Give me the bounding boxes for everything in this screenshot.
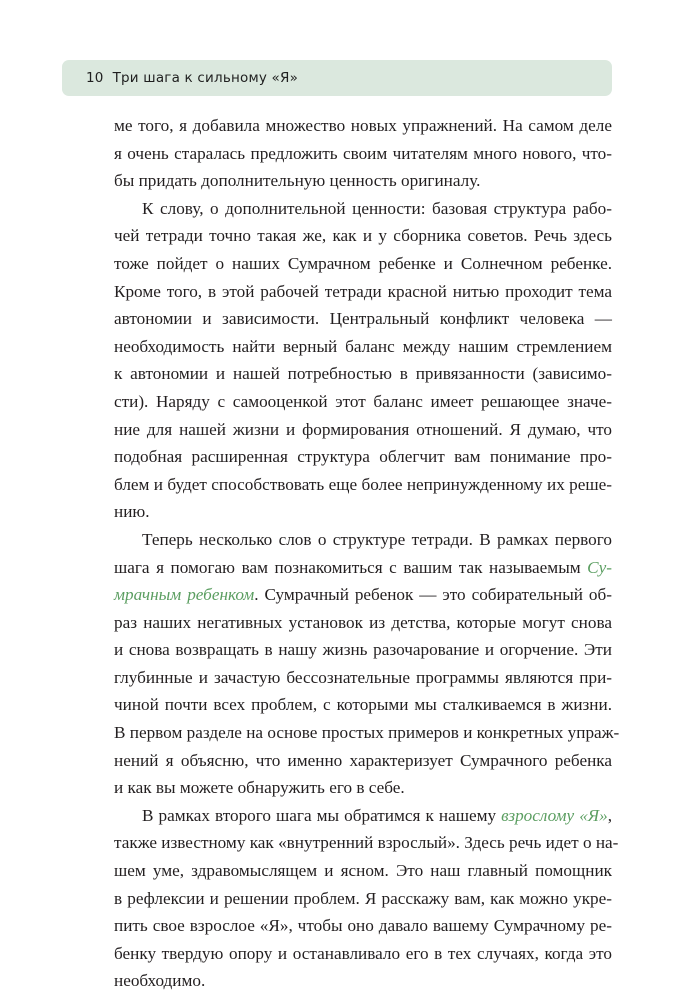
text-line [114,857,612,885]
text-segment: шем уме, здравомыслящем и ясном. Это наш главный помощник [114,861,612,881]
text-line [114,140,612,168]
text-segment: также известному как «внутренний взрослый». Здесь речь идет о на- [114,833,619,853]
text-line [114,305,612,333]
text-line [114,278,612,306]
text-segment: подобная расширенная структура облегчит вам понимание про- [114,447,612,467]
text-segment: ние для нашей жизни и формирования отношений. Я думаю, что [114,419,612,439]
text-segment: пить свое взрослое «Я», чтобы оно давало вашему Сумрачному ре- [114,916,612,936]
text-line [114,636,612,664]
text-line [114,416,612,444]
text-segment: к автономии и нашей потребностью в привязанности (зависимо- [114,364,612,384]
text-line [114,609,612,637]
text-segment: раз наших негативных установок из детства, которые могут снова [114,612,612,632]
text-segment: блем и будет способствовать еще более непринужденному их реше- [114,474,612,494]
text-segment: чиной почти всех проблем, с которыми мы сталкиваемся в жизни. [114,695,612,715]
text-segment: необходимость найти верный баланс между нашим стремлением [114,336,612,356]
text-segment: сти). Наряду с самооценкой этот баланс имеет решающее значе- [114,391,612,411]
text-segment: бенку твердую опору и останавливало его в тех случаях, когда это [114,943,612,963]
text-line [114,940,612,968]
text-line [114,802,612,830]
text-segment: В рамках второго шага мы обратимся к нашему [142,805,502,825]
text-line [114,774,612,802]
text-line [114,498,612,526]
text-segment: глубинные и зачастую бессознательные программы являются при- [114,667,612,687]
text-line [114,719,620,747]
text-line [114,829,619,857]
text-segment: в рефлексии и решении проблем. Я расскажу вам, как можно укре- [114,888,612,908]
text-segment: автономии и зависимости. Центральный конфликт человека — [114,309,612,329]
text-segment: я очень старалась предложить своим читателям много нового, что- [114,143,612,163]
text-segment: ме того, я добавила множество новых упражнений. На самом деле [114,116,612,135]
text-line [114,250,612,278]
text-line [114,167,612,195]
text-segment: шага я помогаю вам познакомиться с вашим так называемым [114,557,588,577]
text-line [114,885,612,913]
highlighted-term: взрослому «Я» [501,805,608,825]
text-line [114,222,612,250]
text-line [114,388,612,416]
text-segment: Кроме того, в этой рабочей тетради красной нитью проходит тема [114,281,612,301]
text-line [114,526,612,554]
text-segment: Теперь несколько слов о структуре тетради. В рамках первого [142,529,612,549]
text-line [114,360,612,388]
text-line [114,195,612,223]
text-line [114,664,612,692]
text-line [114,112,612,140]
text-segment: , [607,805,612,825]
running-header [62,60,612,96]
text-line [114,333,612,361]
text-line [114,471,612,499]
text-segment: необходимо. [114,971,206,991]
text-segment: чей тетради точно такая же, как и у сборника советов. Речь здесь [114,226,612,246]
text-segment: . Сумрачный ребенок — это собирательный об- [254,585,612,605]
text-segment: нений я объясню, что именно характеризует Сумрачного ребенка [114,750,612,770]
text-line [114,581,612,609]
body-text [114,112,620,995]
chapter-title: Три шага к сильному «Я» [112,70,299,86]
text-segment: К слову, о дополнительной ценности: базовая структура рабо- [142,198,612,218]
highlighted-term: Су- [587,557,612,577]
page-number: 10 [86,70,104,86]
text-segment: тоже пойдет о наших Сумрачном ребенке и Солнечном ребенке. [114,253,612,273]
text-segment: и как вы можете обнаружить его в себе. [114,778,405,798]
text-line [114,554,612,582]
text-segment: и снова возвращать в нашу жизнь разочарование и огорчение. Эти [114,640,612,660]
text-line [114,912,612,940]
text-line [114,443,612,471]
text-segment: бы придать дополнительную ценность оригиналу. [114,171,481,191]
text-line [114,967,612,995]
highlighted-term: мрачным ребенком [114,585,255,605]
text-line [114,691,612,719]
text-line [114,747,612,775]
text-segment: В первом разделе на основе простых примеров и конкретных упраж- [114,723,620,743]
text-segment: нию. [114,502,150,522]
